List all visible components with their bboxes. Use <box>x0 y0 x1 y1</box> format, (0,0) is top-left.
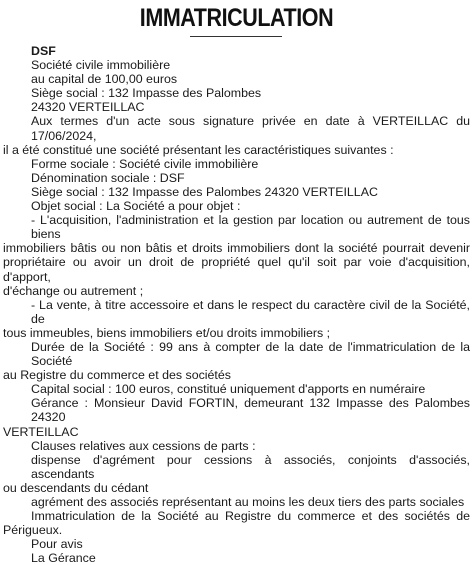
company-form: Société civile immobilière <box>31 58 171 73</box>
title-underline <box>190 36 282 37</box>
notice-body <box>3 44 470 565</box>
deed-line-1: Aux termes d'un acte sous signature privée en date à VERTEILLAC du 17/06/2024, <box>31 114 470 143</box>
for-notice: Pour avis <box>31 537 83 552</box>
registration-line-1: Immatriculation de la Société au Registre du commerce et des sociétés de <box>31 509 470 524</box>
registration-line-2: Périgueux. <box>3 523 63 538</box>
purpose-line-1: - L'acquisition, l'administration et la gestion par location ou autrement de tous biens <box>31 213 470 242</box>
transfer-clause-line-3: agrément des associés représentant au moins les deux tiers des parts sociales <box>31 495 465 509</box>
duration-line-2: au Registre du commerce et des sociétés <box>3 368 231 383</box>
company-name: DSF <box>31 44 56 58</box>
legal-form: Forme sociale : Société civile immobilière <box>31 156 259 171</box>
purpose-line-5: - La vente, à titre accessoire et dans le respect du caractère civil de la Société, de <box>31 297 470 326</box>
transfer-clause-line-1: dispense d'agrément pour cessions à associés, conjoints d'associés, ascendants <box>31 452 470 481</box>
share-capital: Capital social : 100 euros, constitué uniquement d'apports en numéraire <box>31 382 426 397</box>
transfer-clause-line-2: ou descendants du cédant <box>3 480 149 495</box>
notice-title: IMMATRICULATION <box>139 4 334 32</box>
purpose-line-4: d'échange ou autrement ; <box>3 283 144 298</box>
purpose-line-6: tous immeubles, biens immobiliers et/ou droits immobiliers ; <box>3 325 331 340</box>
company-capital: au capital de 100,00 euros <box>31 72 178 87</box>
corporate-name: Dénomination sociale : DSF <box>31 170 185 185</box>
purpose-heading: Objet social : La Société a pour objet : <box>31 199 241 214</box>
deed-line-2: il a été constitué une société présentant les caractéristiques suivantes : <box>3 142 394 157</box>
company-city: 24320 VERTEILLAC <box>31 100 145 115</box>
purpose-line-2: immobiliers bâtis ou non bâtis et droits immobiliers dont la société pourrait devenir <box>3 241 470 256</box>
management-line-1: Gérance : Monsieur David FORTIN, demeurant 132 Impasse des Palombes 24320 <box>31 396 470 425</box>
management-line-2: VERTEILLAC <box>3 424 79 439</box>
purpose-line-3: propriétaire ou avoir un droit de propriété quel qu'il soit par voie d'acquisition, d'apport, <box>3 255 470 284</box>
duration-line-1: Durée de la Société : 99 ans à compter de la date de l'immatriculation de la Société <box>31 339 470 369</box>
company-seat: Siège social : 132 Impasse des Palombes <box>31 86 262 101</box>
signatory: La Gérance <box>31 551 96 565</box>
transfer-clauses-heading: Clauses relatives aux cessions de parts : <box>31 438 256 453</box>
registered-office: Siège social : 132 Impasse des Palombes 24320 VERTEILLAC <box>31 184 378 199</box>
